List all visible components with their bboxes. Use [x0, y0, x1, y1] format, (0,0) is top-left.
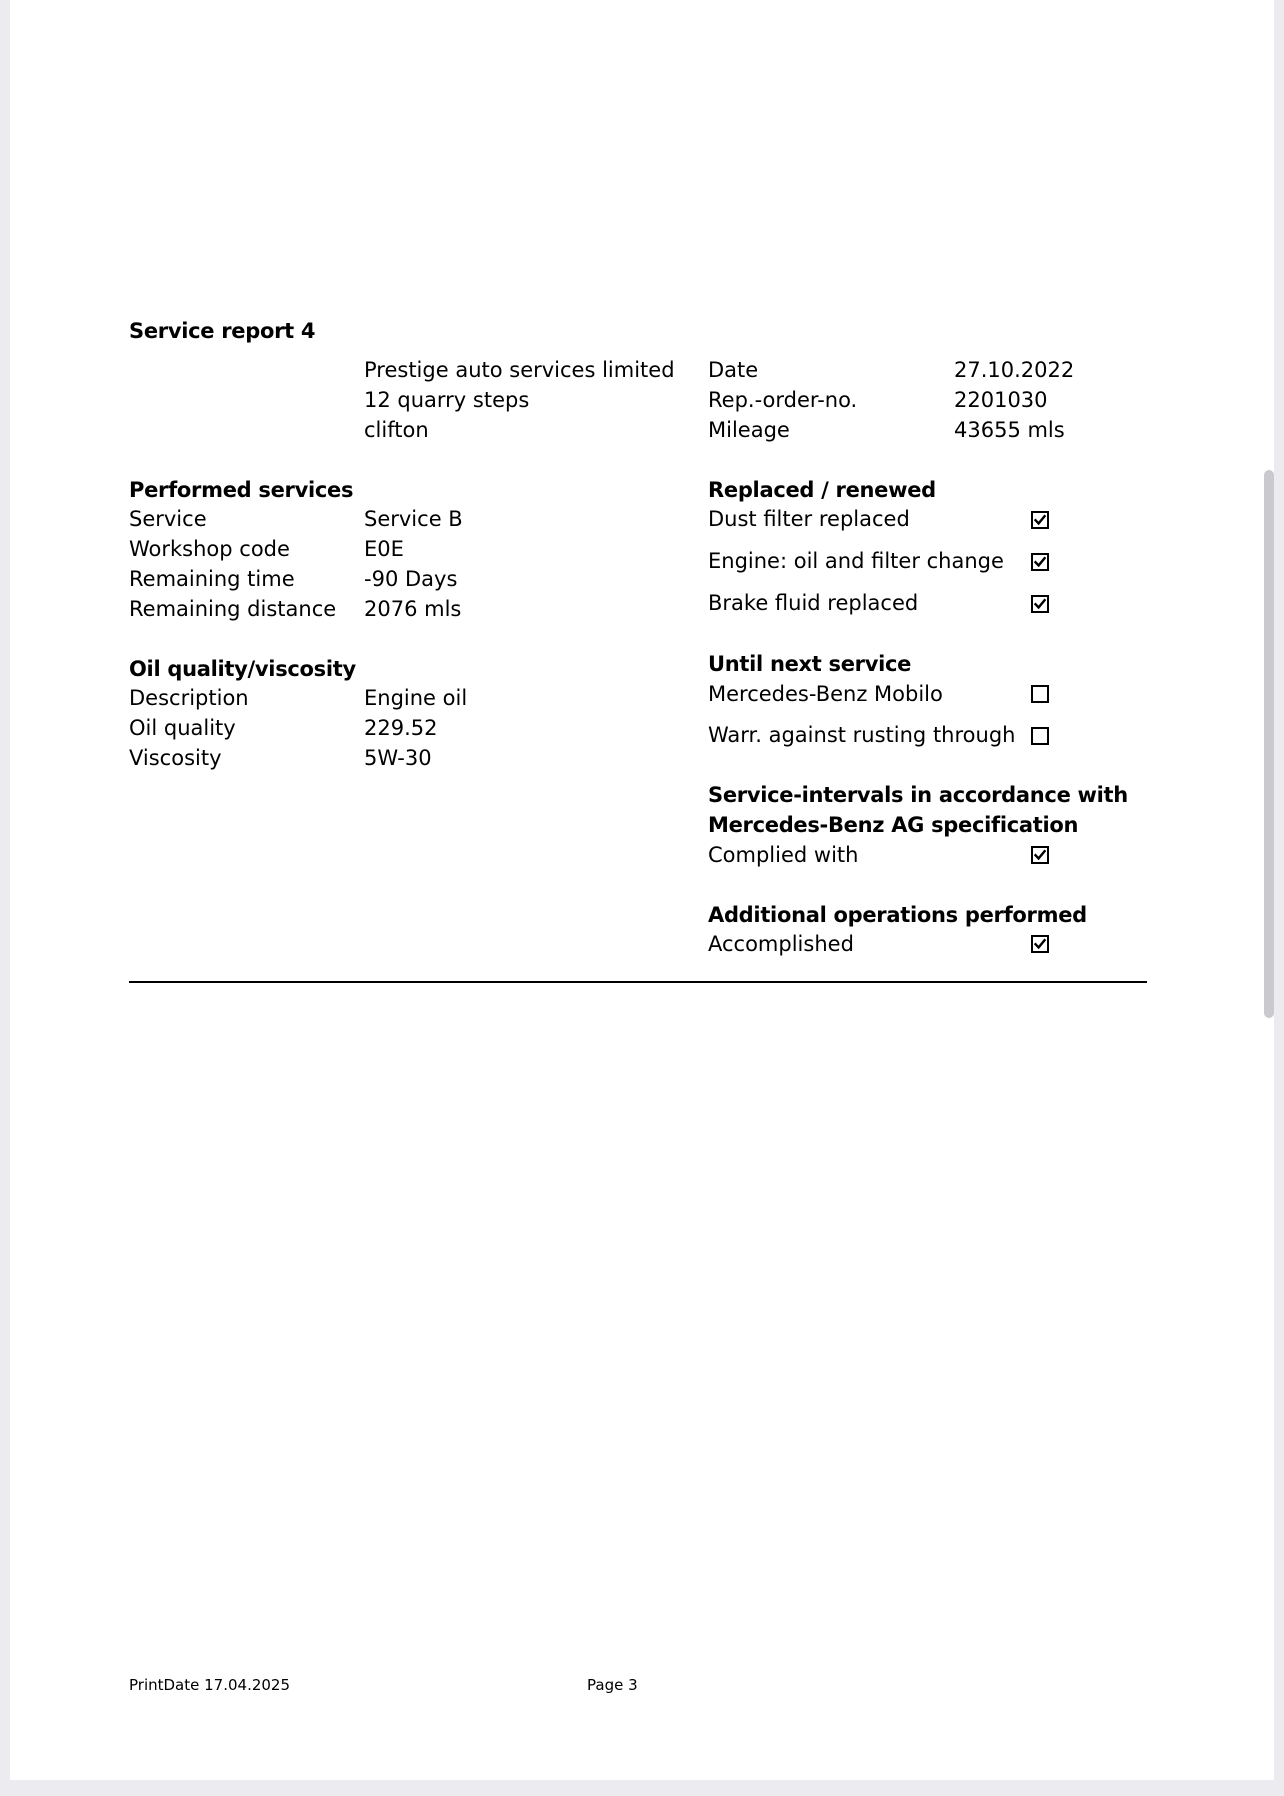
brake-fluid-checkbox — [1031, 595, 1049, 613]
checkmark-icon — [1034, 556, 1046, 568]
mileage-label: Mileage — [708, 418, 790, 442]
dealer-city: clifton — [364, 418, 429, 442]
dust-filter-checkbox — [1031, 511, 1049, 529]
replaced-heading: Replaced / renewed — [708, 478, 936, 502]
performed-row-value: -90 Days — [364, 567, 458, 591]
rep-order-value: 2201030 — [954, 388, 1048, 412]
next-service-item-label: Warr. against rusting through — [708, 723, 1016, 747]
oil-row-label: Oil quality — [129, 716, 236, 740]
replaced-item-label: Engine: oil and filter change — [708, 549, 1004, 573]
oil-row-value: 5W-30 — [364, 746, 432, 770]
oil-filter-change-checkbox — [1031, 553, 1049, 571]
replaced-item-label: Dust filter replaced — [708, 507, 910, 531]
report-title: Service report 4 — [129, 319, 316, 343]
page-number: Page 3 — [587, 1676, 638, 1694]
rust-warranty-checkbox — [1031, 727, 1049, 745]
intervals-item-label: Complied with — [708, 843, 859, 867]
section-divider — [129, 981, 1147, 983]
performed-row-label: Remaining distance — [129, 597, 337, 621]
performed-row-value: Service B — [364, 507, 463, 531]
date-label: Date — [708, 358, 759, 382]
next-service-heading: Until next service — [708, 652, 912, 676]
intervals-heading-line2: Mercedes-Benz AG specification — [708, 813, 1079, 837]
performed-services-heading: Performed services — [129, 478, 354, 502]
additional-operations-heading: Additional operations performed — [708, 903, 1087, 927]
performed-row-label: Workshop code — [129, 537, 290, 561]
print-date: PrintDate 17.04.2025 — [129, 1676, 291, 1694]
mileage-value: 43655 mls — [954, 418, 1065, 442]
performed-row-value: E0E — [364, 537, 404, 561]
vertical-scrollbar[interactable] — [1264, 470, 1274, 1018]
intervals-heading-line1: Service-intervals in accordance with — [708, 783, 1128, 807]
complied-checkbox — [1031, 846, 1049, 864]
replaced-item-label: Brake fluid replaced — [708, 591, 919, 615]
oil-row-value: 229.52 — [364, 716, 438, 740]
checkmark-icon — [1034, 849, 1046, 861]
document-page — [10, 0, 1274, 1780]
oil-row-label: Description — [129, 686, 249, 710]
performed-row-value: 2076 mls — [364, 597, 462, 621]
additional-item-label: Accomplished — [708, 932, 854, 956]
oil-quality-heading: Oil quality/viscosity — [129, 657, 356, 681]
date-value: 27.10.2022 — [954, 358, 1075, 382]
oil-row-label: Viscosity — [129, 746, 222, 770]
checkmark-icon — [1034, 598, 1046, 610]
dealer-name: Prestige auto services limited — [364, 358, 675, 382]
accomplished-checkbox — [1031, 935, 1049, 953]
oil-row-value: Engine oil — [364, 686, 468, 710]
checkmark-icon — [1034, 514, 1046, 526]
performed-row-label: Service — [129, 507, 207, 531]
rep-order-label: Rep.-order-no. — [708, 388, 858, 412]
mobilo-checkbox — [1031, 685, 1049, 703]
next-service-item-label: Mercedes-Benz Mobilo — [708, 682, 943, 706]
checkmark-icon — [1034, 938, 1046, 950]
dealer-street: 12 quarry steps — [364, 388, 530, 412]
performed-row-label: Remaining time — [129, 567, 295, 591]
